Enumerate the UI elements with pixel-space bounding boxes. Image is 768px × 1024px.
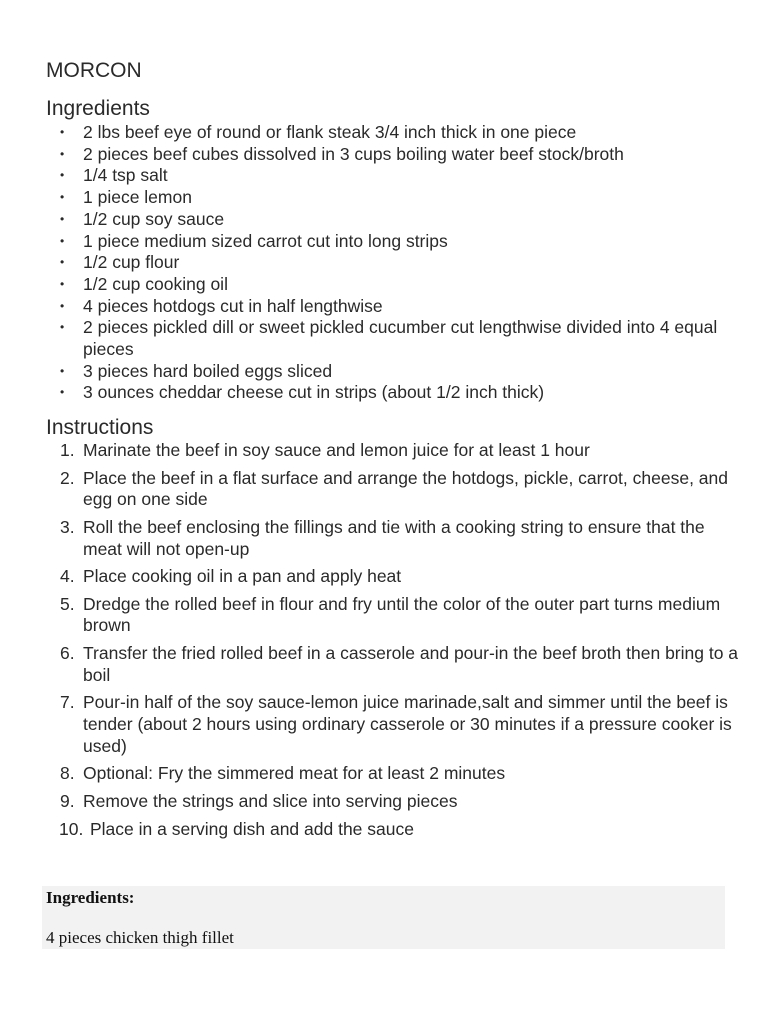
box-text: 4 pieces chicken thigh fillet <box>46 928 234 947</box>
ingredient-item <box>0 361 740 383</box>
box-heading: Ingredients: <box>46 888 135 907</box>
instruction-step <box>0 468 740 511</box>
ingredient-text: 2 pieces pickled dill or sweet pickled cucumber cut lengthwise divided into 4 equal pieces <box>83 317 718 360</box>
step-text: Roll the beef enclosing the fillings and tie with a cooking string to ensure that the meat will not open-up <box>83 516 705 559</box>
bullet-icon: • <box>60 385 65 400</box>
ingredient-item <box>0 317 740 360</box>
step-text: Transfer the fried rolled beef in a casserole and pour-in the beef broth then bring to a boil <box>83 643 739 685</box>
ingredient-text: 1/4 tsp salt <box>83 165 168 186</box>
ingredient-text: 3 ounces cheddar cheese cut in strips (about 1/2 inch thick) <box>83 382 545 403</box>
instruction-step <box>0 440 740 462</box>
instruction-step <box>0 819 740 841</box>
ingredient-item <box>0 231 740 253</box>
instruction-step <box>0 517 740 560</box>
ingredient-item <box>0 252 740 274</box>
instruction-step <box>0 763 740 785</box>
bullet-icon: • <box>60 255 65 270</box>
bullet-icon: • <box>60 190 65 205</box>
ingredients-heading: Ingredients <box>46 97 150 120</box>
step-text: Place in a serving dish and add the sauce <box>90 818 414 839</box>
step-text: Place the beef in a flat surface and arrange the hotdogs, pickle, carrot, cheese, and egg on one side <box>83 467 728 510</box>
bullet-icon: • <box>60 276 65 291</box>
bullet-icon: • <box>60 363 65 378</box>
ingredient-text: 2 pieces beef cubes dissolved in 3 cups boiling water beef stock/broth <box>83 143 624 164</box>
step-text: Pour-in half of the soy sauce-lemon juice marinade,salt and simmer until the beef is tender (about 2 hours using ordinary casserole or 30 minutes if a pressure cooker is used) <box>83 692 732 756</box>
instruction-step <box>0 643 740 686</box>
bullet-icon: • <box>60 211 65 226</box>
bullet-icon: • <box>60 233 65 248</box>
step-text: Remove the strings and slice into serving pieces <box>83 790 458 811</box>
step-text: Place cooking oil in a pan and apply heat <box>83 566 402 587</box>
bullet-icon: • <box>60 125 65 139</box>
secondary-recipe-box <box>42 886 725 949</box>
step-number: 7. <box>60 692 75 713</box>
instruction-step <box>0 594 740 637</box>
step-text: Optional: Fry the simmered meat for at least 2 minutes <box>83 763 506 784</box>
ingredient-text: 2 lbs beef eye of round or flank steak 3/4 inch thick in one piece <box>83 122 577 142</box>
step-number: 2. <box>60 467 75 488</box>
instructions-heading: Instructions <box>46 416 154 439</box>
instruction-step <box>0 692 740 757</box>
step-number: 8. <box>60 763 75 784</box>
ingredient-item <box>0 165 740 187</box>
bullet-icon: • <box>60 320 65 335</box>
step-text: Dredge the rolled beef in flour and fry until the color of the outer part turns medium brown <box>83 593 721 636</box>
ingredient-item <box>0 122 740 144</box>
bullet-icon: • <box>60 146 65 161</box>
ingredient-text: 1/2 cup cooking oil <box>83 273 228 294</box>
step-number: 6. <box>60 643 75 664</box>
ingredient-text: 1/2 cup flour <box>83 252 180 273</box>
step-number: 5. <box>60 593 75 614</box>
instruction-step <box>0 566 740 588</box>
ingredients-list <box>0 122 740 404</box>
ingredient-text: 1/2 cup soy sauce <box>83 208 225 229</box>
step-number: 9. <box>60 790 75 811</box>
ingredient-item <box>0 296 740 318</box>
ingredient-text: 1 piece lemon <box>83 187 192 208</box>
ingredient-item <box>0 144 740 166</box>
instruction-step <box>0 791 740 813</box>
ingredient-item <box>0 382 740 404</box>
ingredient-item <box>0 274 740 296</box>
ingredient-text: 4 pieces hotdogs cut in half lengthwise <box>83 295 383 316</box>
ingredient-item <box>0 187 740 209</box>
step-number: 4. <box>60 566 75 587</box>
bullet-icon: • <box>60 298 65 313</box>
step-number: 3. <box>60 516 75 537</box>
bullet-icon: • <box>60 168 65 183</box>
step-number: 10. <box>59 818 84 839</box>
ingredient-text: 1 piece medium sized carrot cut into long strips <box>83 230 448 251</box>
step-number: 1. <box>60 440 75 460</box>
instructions-list <box>0 440 740 846</box>
page-title: MORCON <box>46 59 142 82</box>
ingredient-item <box>0 209 740 231</box>
step-text: Marinate the beef in soy sauce and lemon juice for at least 1 hour <box>83 440 590 460</box>
ingredient-text: 3 pieces hard boiled eggs sliced <box>83 360 333 381</box>
